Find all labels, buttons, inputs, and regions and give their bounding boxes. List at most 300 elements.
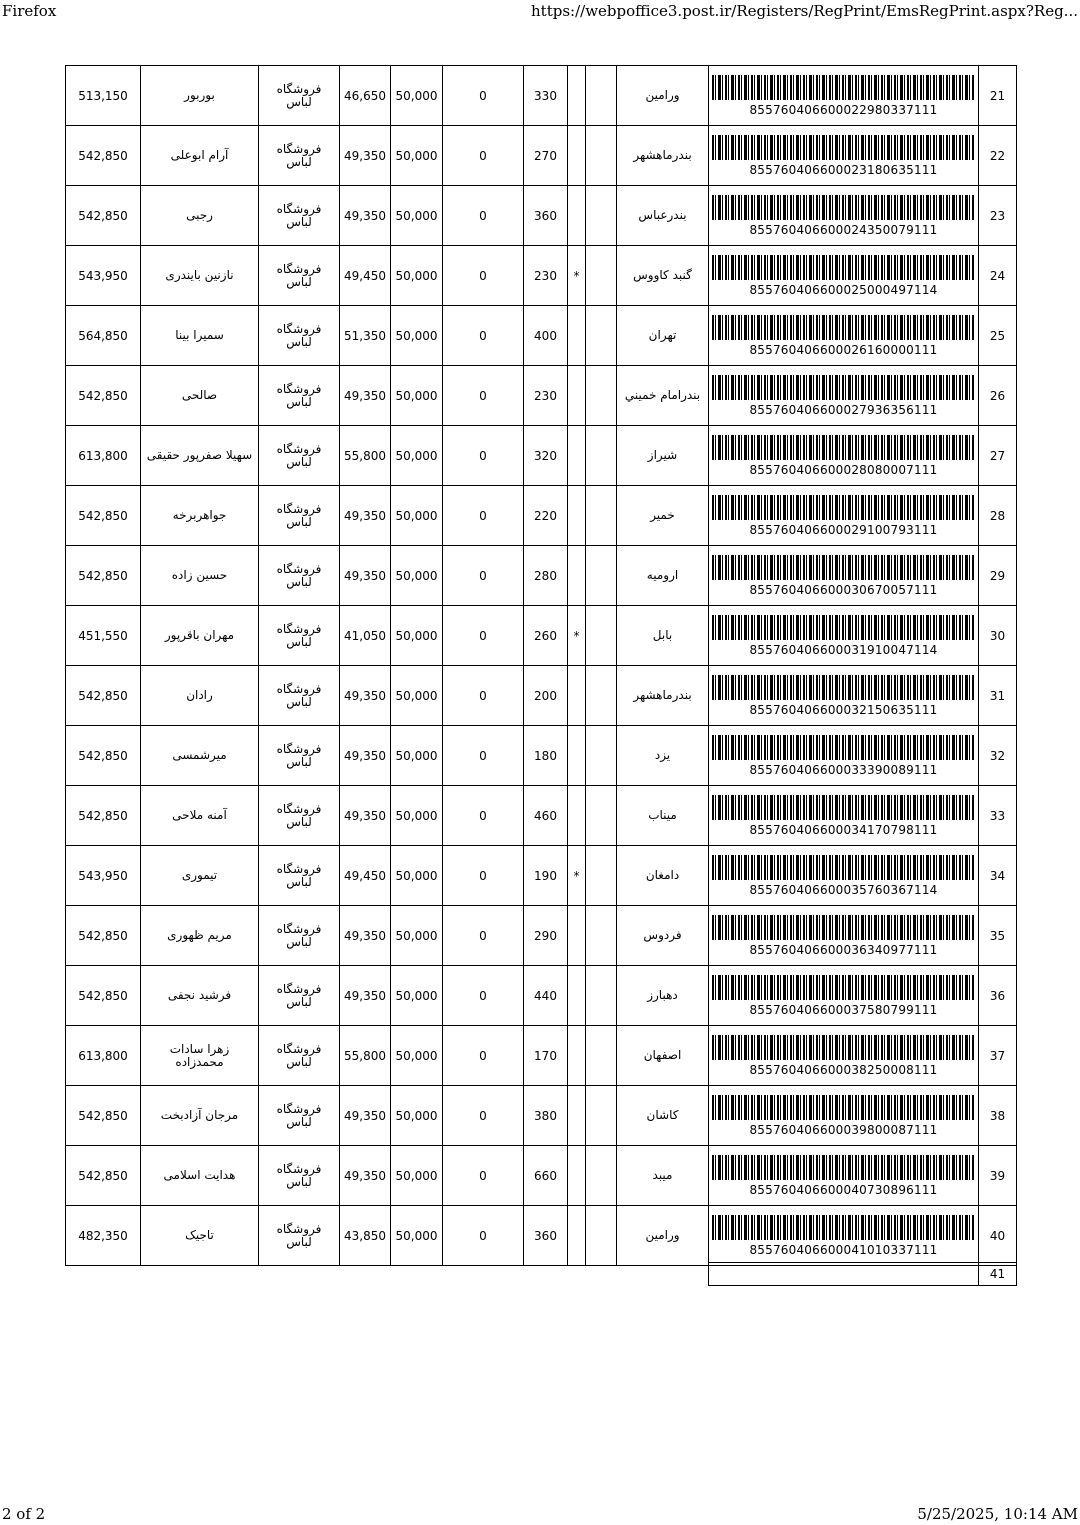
amount-c-cell: 0 — [443, 186, 524, 246]
amount-c-cell: 0 — [443, 546, 524, 606]
row-index-cell: 23 — [979, 186, 1017, 246]
row-index-cell: 25 — [979, 306, 1017, 366]
barcode-image — [712, 615, 975, 640]
amount-a-cell: 49,350 — [340, 726, 391, 786]
barcode-number: 855760406600025000497114 — [749, 282, 938, 297]
total-cell: 613,800 — [66, 1026, 141, 1086]
table-row — [66, 666, 1017, 726]
amount-a-cell: 49,350 — [340, 786, 391, 846]
page-url: https://webpoffice3.post.ir/Registers/RegPrint/EmsRegPrint.aspx?Reg... — [531, 2, 1078, 20]
sender-cell: فروشگاه لباس — [259, 966, 340, 1026]
weight-cell: 380 — [524, 1086, 568, 1146]
sender-cell: فروشگاه لباس — [259, 186, 340, 246]
destination-city-cell: ورامین — [617, 1206, 709, 1266]
amount-a-cell: 49,350 — [340, 186, 391, 246]
empty-cell — [586, 906, 617, 966]
table-row — [66, 66, 1017, 126]
table-row — [66, 486, 1017, 546]
amount-c-cell: 0 — [443, 1206, 524, 1266]
destination-city-cell: ورامین — [617, 66, 709, 126]
table-row — [66, 366, 1017, 426]
amount-a-cell: 49,350 — [340, 906, 391, 966]
amount-a-cell: 49,350 — [340, 1146, 391, 1206]
barcode-cell — [709, 186, 979, 246]
weight-cell: 230 — [524, 366, 568, 426]
amount-b-cell: 50,000 — [391, 966, 443, 1026]
table-row — [66, 1086, 1017, 1146]
barcode-cell — [709, 486, 979, 546]
sender-cell: فروشگاه لباس — [259, 306, 340, 366]
amount-a-cell: 49,450 — [340, 246, 391, 306]
barcode-image — [712, 195, 975, 220]
mark-cell — [568, 786, 586, 846]
amount-c-cell: 0 — [443, 366, 524, 426]
amount-b-cell: 50,000 — [391, 546, 443, 606]
mark-cell — [568, 726, 586, 786]
barcode-cell — [709, 1026, 979, 1086]
weight-cell: 260 — [524, 606, 568, 666]
row-index-cell: 30 — [979, 606, 1017, 666]
barcode-number: 855760406600030670057111 — [749, 582, 938, 597]
amount-c-cell: 0 — [443, 126, 524, 186]
destination-city-cell: خمیر — [617, 486, 709, 546]
sender-cell: فروشگاه لباس — [259, 786, 340, 846]
barcode-cell — [709, 126, 979, 186]
sender-cell: فروشگاه لباس — [259, 546, 340, 606]
print-header — [0, 0, 1080, 22]
empty-cell — [586, 606, 617, 666]
browser-name: Firefox — [2, 2, 57, 20]
amount-c-cell: 0 — [443, 966, 524, 1026]
barcode-image — [712, 315, 975, 340]
amount-c-cell: 0 — [443, 1026, 524, 1086]
barcode-number: 855760406600034170798111 — [749, 822, 938, 837]
amount-b-cell: 50,000 — [391, 426, 443, 486]
table-row — [709, 1263, 1017, 1286]
amount-b-cell: 50,000 — [391, 366, 443, 426]
mark-cell — [568, 966, 586, 1026]
table-row — [66, 546, 1017, 606]
empty-cell — [586, 1206, 617, 1266]
barcode-cell — [709, 726, 979, 786]
barcode-cell — [709, 546, 979, 606]
recipient-name-cell: تیموری — [141, 846, 259, 906]
amount-c-cell: 0 — [443, 1086, 524, 1146]
row-index-cell: 24 — [979, 246, 1017, 306]
table-row — [66, 786, 1017, 846]
amount-c-cell: 0 — [443, 666, 524, 726]
amount-a-cell: 55,800 — [340, 1026, 391, 1086]
weight-cell: 360 — [524, 186, 568, 246]
amount-a-cell: 49,350 — [340, 1086, 391, 1146]
weight-cell: 220 — [524, 486, 568, 546]
barcode-image — [712, 735, 975, 760]
amount-b-cell: 50,000 — [391, 1206, 443, 1266]
recipient-name-cell: صالحی — [141, 366, 259, 426]
sender-cell: فروشگاه لباس — [259, 126, 340, 186]
sender-cell: فروشگاه لباس — [259, 606, 340, 666]
barcode-number: 855760406600039800087111 — [749, 1122, 938, 1137]
empty-cell — [586, 546, 617, 606]
total-cell: 482,350 — [66, 1206, 141, 1266]
barcode-number: 855760406600037580799111 — [749, 1002, 938, 1017]
table-row — [66, 246, 1017, 306]
amount-b-cell: 50,000 — [391, 666, 443, 726]
destination-city-cell: دامغان — [617, 846, 709, 906]
row-index-cell: 38 — [979, 1086, 1017, 1146]
barcode-cell — [709, 306, 979, 366]
total-cell: 542,850 — [66, 666, 141, 726]
mark-cell — [568, 906, 586, 966]
mark-cell — [568, 1146, 586, 1206]
destination-city-cell: اصفهان — [617, 1026, 709, 1086]
table-row — [66, 726, 1017, 786]
destination-city-cell: میبد — [617, 1146, 709, 1206]
destination-city-cell: ارومیه — [617, 546, 709, 606]
amount-c-cell: 0 — [443, 246, 524, 306]
mark-cell — [568, 426, 586, 486]
amount-b-cell: 50,000 — [391, 126, 443, 186]
recipient-name-cell: آمنه ملاحی — [141, 786, 259, 846]
weight-cell: 400 — [524, 306, 568, 366]
barcode-number: 855760406600031910047114 — [749, 642, 938, 657]
mark-cell — [568, 1086, 586, 1146]
destination-city-cell: دهبارز — [617, 966, 709, 1026]
row-index-cell: 37 — [979, 1026, 1017, 1086]
weight-cell: 320 — [524, 426, 568, 486]
empty-cell — [586, 66, 617, 126]
barcode-image — [712, 975, 975, 1000]
amount-a-cell: 51,350 — [340, 306, 391, 366]
total-cell: 542,850 — [66, 1086, 141, 1146]
table-row — [66, 846, 1017, 906]
recipient-name-cell: رادان — [141, 666, 259, 726]
barcode-number: 855760406600022980337111 — [749, 102, 938, 117]
weight-cell: 180 — [524, 726, 568, 786]
barcode-cell — [709, 1263, 979, 1286]
destination-city-cell: فردوس — [617, 906, 709, 966]
barcode-cell — [709, 1086, 979, 1146]
row-index-cell: 34 — [979, 846, 1017, 906]
amount-a-cell: 49,350 — [340, 966, 391, 1026]
table-row — [66, 1026, 1017, 1086]
barcode-cell — [709, 846, 979, 906]
mark-cell — [568, 546, 586, 606]
recipient-name-cell: میرشمسی — [141, 726, 259, 786]
mark-cell: * — [568, 846, 586, 906]
total-cell: 542,850 — [66, 126, 141, 186]
barcode-cell — [709, 246, 979, 306]
row-index-cell: 29 — [979, 546, 1017, 606]
destination-city-cell: بابل — [617, 606, 709, 666]
barcode-number: 855760406600035760367114 — [749, 882, 938, 897]
barcode-image — [712, 75, 975, 100]
amount-b-cell: 50,000 — [391, 1086, 443, 1146]
recipient-name-cell: سهیلا صفرپور حقیقی — [141, 426, 259, 486]
amount-c-cell: 0 — [443, 1146, 524, 1206]
total-cell: 542,850 — [66, 486, 141, 546]
sender-cell: فروشگاه لباس — [259, 666, 340, 726]
row-index-cell: 28 — [979, 486, 1017, 546]
table-row — [66, 606, 1017, 666]
amount-a-cell: 49,450 — [340, 846, 391, 906]
barcode-number: 855760406600028080007111 — [749, 462, 938, 477]
sender-cell: فروشگاه لباس — [259, 426, 340, 486]
total-cell: 543,950 — [66, 846, 141, 906]
recipient-name-cell: سمیرا بینا — [141, 306, 259, 366]
recipient-name-cell: بوربور — [141, 66, 259, 126]
row-index-cell: 39 — [979, 1146, 1017, 1206]
barcode-number: 855760406600038250008111 — [749, 1062, 938, 1077]
amount-c-cell: 0 — [443, 606, 524, 666]
table-row — [66, 426, 1017, 486]
amount-a-cell: 41,050 — [340, 606, 391, 666]
destination-city-cell: گنبد کاووس — [617, 246, 709, 306]
total-cell: 613,800 — [66, 426, 141, 486]
total-cell: 542,850 — [66, 966, 141, 1026]
sender-cell: فروشگاه لباس — [259, 246, 340, 306]
amount-b-cell: 50,000 — [391, 726, 443, 786]
total-cell: 542,850 — [66, 786, 141, 846]
empty-cell — [586, 846, 617, 906]
weight-cell: 280 — [524, 546, 568, 606]
row-index-cell: 35 — [979, 906, 1017, 966]
empty-cell — [586, 306, 617, 366]
barcode-number: 855760406600027936356111 — [749, 402, 938, 417]
barcode-image — [712, 555, 975, 580]
barcode-image — [712, 255, 975, 280]
mark-cell — [568, 1206, 586, 1266]
sender-cell: فروشگاه لباس — [259, 906, 340, 966]
amount-c-cell: 0 — [443, 846, 524, 906]
barcode-number: 855760406600041010337111 — [749, 1242, 938, 1257]
amount-a-cell: 49,350 — [340, 486, 391, 546]
recipient-name-cell: مهران باقرپور — [141, 606, 259, 666]
total-cell: 542,850 — [66, 366, 141, 426]
amount-a-cell: 55,800 — [340, 426, 391, 486]
row-index-cell: 36 — [979, 966, 1017, 1026]
amount-c-cell: 0 — [443, 426, 524, 486]
recipient-name-cell: حسین زاده — [141, 546, 259, 606]
destination-city-cell: بندرماهشهر — [617, 126, 709, 186]
recipient-name-cell: نازنین بایندری — [141, 246, 259, 306]
weight-cell: 290 — [524, 906, 568, 966]
page-number: 2 of 2 — [2, 1505, 46, 1523]
total-cell: 542,850 — [66, 186, 141, 246]
amount-c-cell: 0 — [443, 486, 524, 546]
amount-a-cell: 49,350 — [340, 126, 391, 186]
registry-table — [65, 65, 1017, 1266]
amount-c-cell: 0 — [443, 66, 524, 126]
recipient-name-cell: تاجیک — [141, 1206, 259, 1266]
barcode-number: 855760406600023180635111 — [749, 162, 938, 177]
weight-cell: 190 — [524, 846, 568, 906]
mark-cell — [568, 126, 586, 186]
amount-b-cell: 50,000 — [391, 246, 443, 306]
empty-cell — [586, 486, 617, 546]
mark-cell: * — [568, 606, 586, 666]
empty-cell — [586, 246, 617, 306]
sender-cell: فروشگاه لباس — [259, 66, 340, 126]
sender-cell: فروشگاه لباس — [259, 1086, 340, 1146]
amount-c-cell: 0 — [443, 906, 524, 966]
row-index-cell: 22 — [979, 126, 1017, 186]
table-row — [66, 186, 1017, 246]
destination-city-cell: شیراز — [617, 426, 709, 486]
total-cell: 451,550 — [66, 606, 141, 666]
barcode-cell — [709, 666, 979, 726]
amount-b-cell: 50,000 — [391, 66, 443, 126]
amount-c-cell: 0 — [443, 726, 524, 786]
print-datetime: 5/25/2025, 10:14 AM — [917, 1505, 1078, 1523]
empty-cell — [586, 426, 617, 486]
amount-b-cell: 50,000 — [391, 186, 443, 246]
row-index-cell: 31 — [979, 666, 1017, 726]
row-index-cell: 26 — [979, 366, 1017, 426]
total-cell: 542,850 — [66, 906, 141, 966]
sender-cell: فروشگاه لباس — [259, 846, 340, 906]
barcode-image — [712, 1215, 975, 1240]
mark-cell — [568, 486, 586, 546]
amount-b-cell: 50,000 — [391, 306, 443, 366]
table-row — [66, 906, 1017, 966]
destination-city-cell: یزد — [617, 726, 709, 786]
total-cell: 542,850 — [66, 726, 141, 786]
barcode-cell — [709, 786, 979, 846]
total-cell: 543,950 — [66, 246, 141, 306]
mark-cell: * — [568, 246, 586, 306]
destination-city-cell: بندرعباس — [617, 186, 709, 246]
extra-row-table — [708, 1262, 1017, 1286]
total-cell: 513,150 — [66, 66, 141, 126]
amount-b-cell: 50,000 — [391, 846, 443, 906]
empty-cell — [586, 1086, 617, 1146]
table-row — [66, 306, 1017, 366]
barcode-image — [712, 135, 975, 160]
weight-cell: 270 — [524, 126, 568, 186]
barcode-cell — [709, 966, 979, 1026]
barcode-image — [712, 795, 975, 820]
destination-city-cell: تهران — [617, 306, 709, 366]
barcode-image — [712, 915, 975, 940]
table-row — [66, 1146, 1017, 1206]
amount-b-cell: 50,000 — [391, 1026, 443, 1086]
barcode-image — [712, 855, 975, 880]
sender-cell: فروشگاه لباس — [259, 1026, 340, 1086]
barcode-cell — [709, 366, 979, 426]
weight-cell: 460 — [524, 786, 568, 846]
amount-a-cell: 49,350 — [340, 366, 391, 426]
recipient-name-cell: مرجان آزادبخت — [141, 1086, 259, 1146]
table-row — [66, 966, 1017, 1026]
barcode-number: 855760406600026160000111 — [749, 342, 938, 357]
amount-a-cell: 43,850 — [340, 1206, 391, 1266]
amount-c-cell: 0 — [443, 306, 524, 366]
empty-cell — [586, 726, 617, 786]
weight-cell: 170 — [524, 1026, 568, 1086]
weight-cell: 200 — [524, 666, 568, 726]
sender-cell: فروشگاه لباس — [259, 486, 340, 546]
barcode-cell — [709, 906, 979, 966]
empty-cell — [586, 186, 617, 246]
barcode-image — [712, 435, 975, 460]
mark-cell — [568, 366, 586, 426]
mark-cell — [568, 1026, 586, 1086]
empty-cell — [586, 666, 617, 726]
barcode-image — [712, 375, 975, 400]
total-cell: 542,850 — [66, 1146, 141, 1206]
weight-cell: 360 — [524, 1206, 568, 1266]
barcode-image — [712, 495, 975, 520]
row-index-cell: 40 — [979, 1206, 1017, 1266]
row-index-cell: 32 — [979, 726, 1017, 786]
amount-a-cell: 49,350 — [340, 546, 391, 606]
destination-city-cell: کاشان — [617, 1086, 709, 1146]
sender-cell: فروشگاه لباس — [259, 1146, 340, 1206]
barcode-number: 855760406600036340977111 — [749, 942, 938, 957]
amount-b-cell: 50,000 — [391, 606, 443, 666]
barcode-image — [712, 1155, 975, 1180]
row-index-cell: 27 — [979, 426, 1017, 486]
mark-cell — [568, 666, 586, 726]
recipient-name-cell: فرشید نجفی — [141, 966, 259, 1026]
destination-city-cell: بندرماهشهر — [617, 666, 709, 726]
amount-a-cell: 46,650 — [340, 66, 391, 126]
barcode-image — [712, 675, 975, 700]
destination-city-cell: بندرامام خميني — [617, 366, 709, 426]
sender-cell: فروشگاه لباس — [259, 366, 340, 426]
table-row — [66, 126, 1017, 186]
mark-cell — [568, 66, 586, 126]
barcode-image — [712, 1035, 975, 1060]
amount-c-cell: 0 — [443, 786, 524, 846]
empty-cell — [586, 366, 617, 426]
barcode-number: 855760406600040730896111 — [749, 1182, 938, 1197]
sender-cell: فروشگاه لباس — [259, 726, 340, 786]
weight-cell: 230 — [524, 246, 568, 306]
recipient-name-cell: جواهربرخه — [141, 486, 259, 546]
recipient-name-cell: زهرا سادات محمدزاده — [141, 1026, 259, 1086]
total-cell: 564,850 — [66, 306, 141, 366]
sender-cell: فروشگاه لباس — [259, 1206, 340, 1266]
barcode-cell — [709, 606, 979, 666]
amount-b-cell: 50,000 — [391, 786, 443, 846]
barcode-number: 855760406600033390089111 — [749, 762, 938, 777]
total-cell: 542,850 — [66, 546, 141, 606]
recipient-name-cell: رجبی — [141, 186, 259, 246]
destination-city-cell: میناب — [617, 786, 709, 846]
row-index-cell: 21 — [979, 66, 1017, 126]
barcode-number: 855760406600029100793111 — [749, 522, 938, 537]
weight-cell: 660 — [524, 1146, 568, 1206]
barcode-number: 855760406600024350079111 — [749, 222, 938, 237]
barcode-cell — [709, 1206, 979, 1266]
barcode-number: 855760406600032150635111 — [749, 702, 938, 717]
empty-cell — [586, 966, 617, 1026]
mark-cell — [568, 306, 586, 366]
empty-cell — [586, 1146, 617, 1206]
weight-cell: 330 — [524, 66, 568, 126]
weight-cell: 440 — [524, 966, 568, 1026]
mark-cell — [568, 186, 586, 246]
empty-cell — [586, 786, 617, 846]
empty-cell — [586, 126, 617, 186]
empty-cell — [586, 1026, 617, 1086]
table-row — [66, 1206, 1017, 1266]
recipient-name-cell: مریم ظهوری — [141, 906, 259, 966]
amount-b-cell: 50,000 — [391, 486, 443, 546]
amount-b-cell: 50,000 — [391, 906, 443, 966]
